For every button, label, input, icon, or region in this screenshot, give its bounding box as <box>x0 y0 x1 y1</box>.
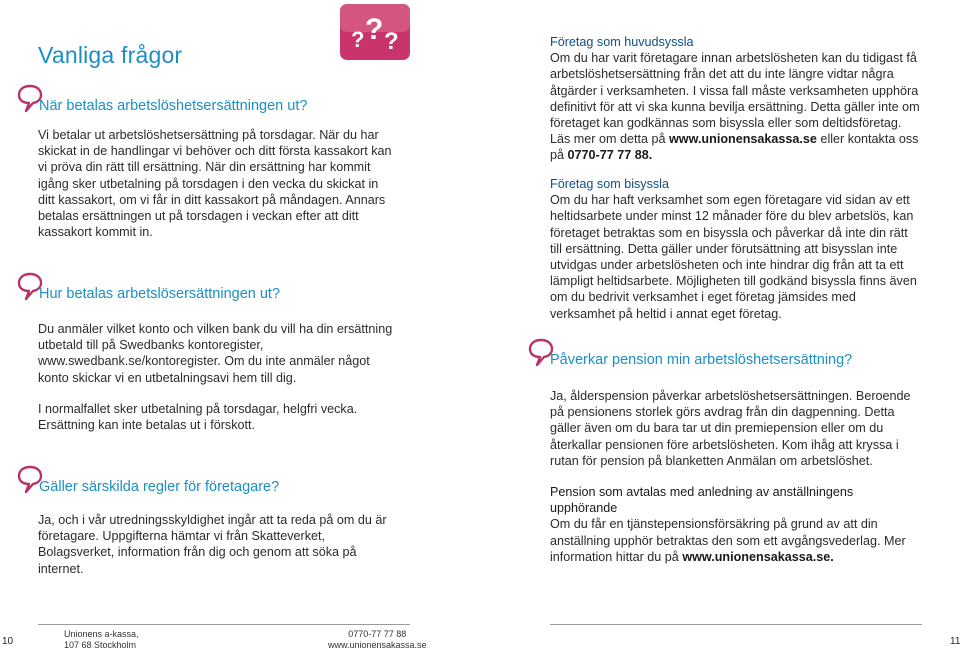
address-line: Unionens a-kassa, <box>64 629 139 640</box>
footer-divider <box>550 624 922 625</box>
svg-text:?: ? <box>351 27 364 52</box>
website-link[interactable]: www.unionensakassa.se <box>669 132 817 146</box>
website-link[interactable]: www.unionensakassa.se. <box>682 550 833 564</box>
section-text: Om du har varit företagare innan arbetslösheten kan du tidigast få arbetslöshetsersättning från det att du inte längre vidtar några åtgärder i verksamheten. I vissa fall måste verksamheten upphöra definitivt för att vi ska kunna bevilja ersättning. Detta gäller inte om företaget kan godkännas som bisyssla eller som deltidsföretag. Läs mer om detta på <box>550 51 920 146</box>
section-bisyssla <box>550 176 922 322</box>
svg-text:?: ? <box>365 13 383 46</box>
question-heading: Hur betalas arbetslösersättningen ut? <box>39 286 280 302</box>
section-text: eller kontakta oss på <box>550 132 918 162</box>
page-number-left: 10 <box>2 636 13 647</box>
svg-text:?: ? <box>384 28 399 55</box>
section-heading: Pension som avtalas med anledning av anställningens upphörande <box>550 484 922 516</box>
section-text: Om du har haft verksamhet som egen företagare vid sidan av ett heltidsarbete under minst 12 månader före du blev arbetslös, kan företaget betraktas som en bisyssla och påverkar då inte din rätt till ersättning. Detta gäller under förutsättning att bisysslan inte utvidgas under arbetslösheten och inte hindrar dig från att ta ett lämpligt heltidsarbete. Möjligheten till godkänd bisyssla finns även om du bedrivit verksamhet i eget företag jämsides med verksamhet på heltid i annat eget företag. <box>550 193 917 320</box>
footer-phone: 0770-77 77 88 <box>328 629 427 640</box>
section-text: Om du får en tjänstepensionsförsäkring på grund av att din anställning upphör betraktas den som ett avgångsvederlag. Mer information hittar du på <box>550 517 906 563</box>
page-title: Vanliga frågor <box>38 42 182 69</box>
question-heading: Gäller särskilda regler för företagare? <box>39 479 279 495</box>
answer-text: Ja, ålderspension påverkar arbetslöshetsersättningen. Beroende på pensionens storlek görs avdrag från din dagpenning. Detta gäller även om du bara tar ut din premiepension eller om du återkallar pensionen före arbetslösheten. Kom ihåg att kryssa i rutan för pension på blanketten Anmälan om arbetslöshet. <box>550 388 922 469</box>
answer-text: Ja, och i vår utredningsskyldighet ingår att ta reda på om du är företagare. Uppgifterna hämtar vi från Skatteverket, Bolagsverket, information från dig och genom att söka på internet. <box>38 512 398 577</box>
phone-number: 0770-77 77 88. <box>568 148 653 162</box>
answer-text: I normalfallet sker utbetalning på torsdagar, helgfri vecka. Ersättning kan inte betalas ut i förskott. <box>38 401 398 433</box>
section-huvudsyssla <box>550 34 922 164</box>
answer-text: Vi betalar ut arbetslöshetsersättning på torsdagar. När du har skickat in de handlingar vi behöver och ditt första kassakort kan vi pröva din rätt till ersättning. När din ersättning har kommit igång sker utbetalning på torsdagen i den vecka du skickat in ditt kassakort, om vi får in ditt kassakort på måndagen. Annars betalas ersättningen ut på torsdagen i veckan efter att ditt kassakort kommit in. <box>38 127 398 240</box>
section-heading: Företag som bisyssla <box>550 176 922 192</box>
answer-text: Du anmäler vilket konto och vilken bank du vill ha din ersättning utbetald till på Swedbanks kontoregister, www.swedbank.se/kontoregister. Om du inte anmäler något konto skickar vi en utbetalningsavi hem till dig. <box>38 321 398 386</box>
question-heading: När betalas arbetslöshetsersättningen ut? <box>39 98 307 114</box>
footer-web[interactable]: www.unionensakassa.se <box>328 640 427 650</box>
page-number-right: 11 <box>950 636 960 647</box>
section-pension <box>550 484 922 565</box>
address-line: 107 68 Stockholm <box>64 640 139 650</box>
section-heading: Företag som huvudsyssla <box>550 34 922 50</box>
question-marks-logo-icon <box>338 3 412 63</box>
footer-divider <box>38 624 410 625</box>
question-heading: Påverkar pension min arbetslöshetsersättning? <box>550 352 852 368</box>
